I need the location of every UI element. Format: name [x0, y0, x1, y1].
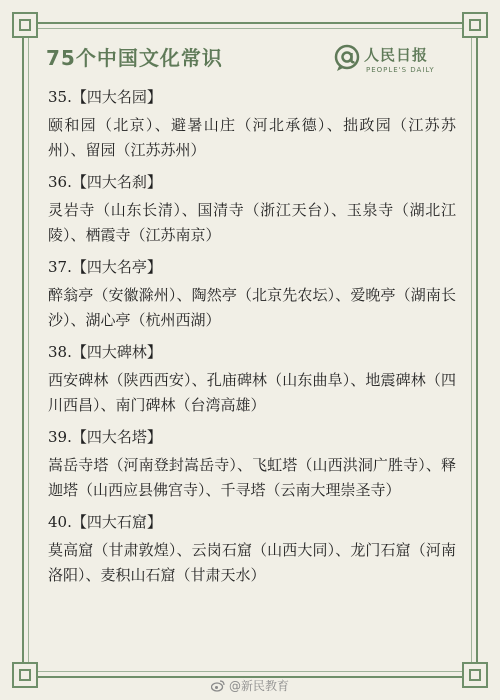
section-body: 灵岩寺（山东长清）、国清寺（浙江天台）、玉泉寺（湖北江陵）、栖霞寺（江苏南京）: [48, 201, 456, 244]
section-item: [48, 256, 456, 333]
brand-logo: [334, 38, 454, 82]
section-heading: 35.【四大名园】: [48, 88, 162, 106]
brand-english: PEOPLE'S DAILY: [366, 66, 435, 74]
content: [48, 86, 456, 596]
section-body: 嵩岳寺塔（河南登封嵩岳寺）、飞虹塔（山西洪洞广胜寺）、释迦塔（山西应县佛宫寺）、千寻塔（云南大理崇圣寺）: [48, 456, 456, 499]
section-item: [48, 511, 456, 588]
corner-ornament-top-left: [12, 12, 38, 38]
brand-name: 人民日报: [364, 46, 429, 64]
section-item: [48, 171, 456, 248]
section-heading: 36.【四大名刹】: [48, 173, 162, 191]
page-title: 75个中国文化常识: [46, 46, 223, 70]
section-heading: 40.【四大石窟】: [48, 513, 162, 531]
at-sign-speech-icon: [334, 44, 362, 72]
watermark-text: @新民教育: [228, 679, 289, 693]
corner-ornament-top-right: [462, 12, 488, 38]
section-item: [48, 341, 456, 418]
section-heading: 37.【四大名亭】: [48, 258, 162, 276]
watermark: [0, 677, 500, 694]
weibo-icon: [211, 680, 225, 692]
section-heading: 38.【四大碑林】: [48, 343, 162, 361]
section-body: 醉翁亭（安徽滁州）、陶然亭（北京先农坛）、爱晚亭（湖南长沙）、湖心亭（杭州西湖）: [48, 286, 456, 329]
header: [40, 36, 460, 86]
section-item: [48, 86, 456, 163]
section-body: 莫高窟（甘肃敦煌）、云岗石窟（山西大同）、龙门石窟（河南洛阳）、麦积山石窟（甘肃天水）: [48, 541, 456, 584]
section-body: 西安碑林（陕西西安）、孔庙碑林（山东曲阜）、地震碑林（四川西昌）、南门碑林（台湾高雄）: [48, 371, 456, 414]
section-item: [48, 426, 456, 503]
section-heading: 39.【四大名塔】: [48, 428, 162, 446]
section-body: 颐和园（北京）、避暑山庄（河北承德）、拙政园（江苏苏州）、留园（江苏苏州）: [48, 116, 456, 159]
